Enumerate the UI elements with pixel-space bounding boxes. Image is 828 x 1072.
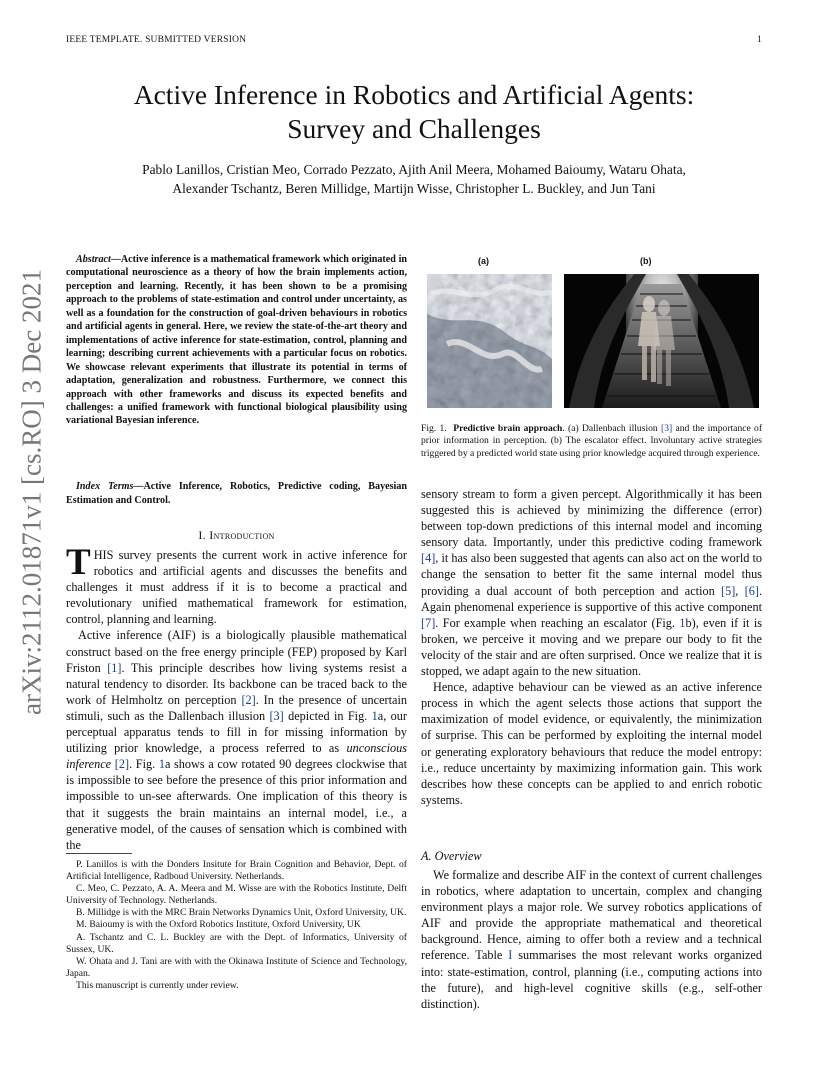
abstract-lead: Abstract bbox=[76, 254, 111, 265]
section-heading-text: I. Introduction bbox=[198, 528, 275, 542]
footnotes bbox=[66, 859, 407, 992]
drop-cap: T bbox=[66, 542, 91, 583]
citation-link[interactable]: [1] bbox=[107, 660, 122, 675]
overview-paragraph bbox=[421, 867, 762, 1012]
footnote: A. Tschantz and C. L. Buckley are with the Dept. of Informatics, University of Sussex, UK. bbox=[66, 931, 407, 955]
caption-label: Fig. 1. bbox=[421, 423, 447, 434]
escalator-image bbox=[564, 274, 759, 408]
citation-link[interactable]: [7] bbox=[421, 615, 436, 630]
footnote: B. Millidge is with the MRC Brain Networks Dynamics Unit, Oxford University, UK. bbox=[76, 907, 407, 919]
right-column-body bbox=[421, 486, 762, 808]
caption-text: . (a) Dallenbach illusion bbox=[562, 423, 661, 434]
index-terms-text: —Active Inference, Robotics, Predictive coding, Bayesian Estimation and Control. bbox=[66, 481, 407, 506]
index-terms bbox=[66, 480, 407, 507]
text-span: b), even if it is broken, we perceive it moving and we prepare our body to fit the velocity of the stair and are often surprised. Once we realize that it is stopped, we adapt again to the new situation. bbox=[421, 615, 762, 679]
figure-1 bbox=[426, 256, 760, 416]
authors-line-1: Pablo Lanillos, Cristian Meo, Corrado Pezzato, Ajith Anil Meera, Mohamed Baioumy, Wataru Ohata, bbox=[142, 162, 686, 177]
text-span: sensory stream to form a given percept. Algorithmically it has been suggested this is achieved by minimizing the difference (error) between top-down predictions of this internal model and incoming sensory data. Importantly, under this predictive coding framework bbox=[421, 487, 762, 550]
figure-1-caption bbox=[421, 423, 762, 460]
text-span: summarises the most relevant works organized into: state-estimation, control, planning (i.e., computing actions into the future), and high-level cognitive skills (e.g., self-other distinction). bbox=[421, 948, 762, 1011]
citation-link[interactable]: [5] bbox=[721, 583, 736, 598]
authors-line-2: Alexander Tschantz, Beren Millidge, Martijn Wisse, Christopher L. Buckley, and Jun Tani bbox=[172, 181, 656, 196]
footnote: W. Ohata and J. Tani are with with the Okinawa Institute of Science and Technology, Japan. bbox=[66, 955, 407, 979]
figure-label-a: (a) bbox=[478, 256, 489, 266]
intro-paragraph-2 bbox=[66, 627, 407, 852]
caption-text: and the importance of prior information in perception. (b) The escalator effect. Involuntary active strategies triggered by a predicted world state using prior knowledge acquired through experience. bbox=[421, 423, 763, 459]
text-span: . In the presence of uncertain stimuli, such as the Dallenbach illusion bbox=[66, 692, 407, 723]
citation-link[interactable]: [2] bbox=[241, 692, 256, 707]
figure-link[interactable]: 1 bbox=[158, 757, 165, 772]
footnote: M. Baioumy is with the Oxford Robotics Institute, Oxford University, UK bbox=[76, 919, 361, 931]
citation-link[interactable]: [6] bbox=[744, 583, 759, 598]
section-heading-introduction bbox=[66, 528, 407, 543]
abstract-text: —Active inference is a mathematical framework which originated in computational neuroscience as a theory of how the brain implements action, perception and learning. Recently, it has been shown to be a promising approach to the problems of state-estimation and control under uncertainty, as well as a foundation for the construction of goal-driven behaviours in robotics and artificial agents in general. Here, we review the state-of-the-art theory and implementations of active inference for state-estimation, control, planning and learning; describing current achievements with a particular focus on robotics. We showcase relevant experiments that illustrate its potential in terms of adaptation, generalization and robustness. Furthermore, we connect this approach with other frameworks and discuss its expected benefits and challenges: a unified framework with functional biological plausibility using variational Bayesian inference. bbox=[66, 254, 407, 427]
index-terms-lead: Index Terms bbox=[76, 481, 134, 492]
text-span: . This principle describes how living systems resist a natural tendency to disorder. Its backbone can be traced back to the work of Helmholtz on perception bbox=[66, 660, 407, 707]
text-span: Active inference (AIF) is a biologically plausible mathematical construct based on the free energy principle (FEP) proposed by Karl Friston bbox=[66, 628, 407, 675]
citation-link[interactable]: [2] bbox=[114, 757, 130, 772]
running-header: IEEE TEMPLATE. SUBMITTED VERSION bbox=[66, 35, 247, 45]
text-span: depicted in Fig. bbox=[283, 708, 372, 723]
text-span: We formalize and describe AIF in the context of current challenges in robotics, where adaptation to uncertain, complex and changing environment plays a major role. We survey robotics applications of AIF and provide the appropriate mathematical and theoretical background. Hence, aiming to offer both a review and a technical reference. Table bbox=[421, 868, 762, 963]
overview-body bbox=[421, 867, 762, 1012]
figure-link[interactable]: 1 bbox=[371, 708, 378, 723]
text-span: . Again phenomenal experience is supportive of this active component bbox=[421, 583, 762, 614]
text-span: . Fig. bbox=[129, 757, 159, 772]
footnote: P. Lanillos is with the Donders Insitute for Brain Cognition and Behavior, Dept. of Artificial Intelligence, Radboud University. Netherlands. bbox=[66, 859, 407, 883]
intro-paragraph-1 bbox=[66, 542, 407, 627]
figure-link[interactable]: 1 bbox=[679, 615, 686, 630]
title-line-1: Active Inference in Robotics and Artificial Agents: bbox=[133, 79, 695, 110]
citation-link[interactable]: [3] bbox=[661, 423, 673, 434]
text-span: . For example when reaching an escalator (Fig. bbox=[435, 615, 680, 630]
subsection-heading-overview: A. Overview bbox=[421, 849, 482, 863]
arxiv-stamp-container bbox=[6, 269, 58, 715]
introduction-body bbox=[66, 542, 407, 853]
caption-title: Predictive brain approach bbox=[453, 423, 563, 434]
citation-link[interactable]: [4] bbox=[421, 551, 436, 566]
title-line-2: Survey and Challenges bbox=[287, 113, 541, 144]
italic-term: unconscious inference bbox=[66, 741, 407, 772]
right-paragraph-1 bbox=[421, 486, 762, 679]
text-span: a shows a cow rotated 90 degrees clockwise that is impossible to see before the presence of this prior information and impossible to un-see afterwards. One implication of this theory is that it suggests the brain maintains an internal model, i.e., a generative model, of the causes of sensation which is combined with the bbox=[66, 757, 407, 852]
footnote: C. Meo, C. Pezzato, A. A. Meera and M. Wisse are with the Robotics Institute, Delft University of Technology. Netherlands. bbox=[66, 883, 407, 907]
text-span: , bbox=[735, 583, 745, 598]
figure-label-b: (b) bbox=[640, 256, 652, 266]
right-paragraph-2: Hence, adaptive behaviour can be viewed as an active inference process in which the agent selects those actions that support the maximization of model evidence, or equivalently, the minimization of surprise. This can be performed by exploiting the internal model or generating exploratory behaviours that reduce the model entropy: i.e., reduce uncertainty by maximizing information gain. This work describes how these concepts can be applied to and enrich robotic systems. bbox=[421, 680, 762, 807]
arxiv-stamp[interactable]: arXiv:2112.01871v1 [cs.RO] 3 Dec 2021 bbox=[16, 269, 47, 715]
footnote-divider bbox=[66, 853, 132, 854]
footnote: This manuscript is currently under review. bbox=[76, 979, 239, 991]
citation-link[interactable]: [3] bbox=[269, 708, 284, 723]
table-link[interactable]: I bbox=[508, 948, 513, 963]
page-number: 1 bbox=[757, 35, 762, 45]
abstract bbox=[66, 253, 407, 428]
paper-title bbox=[40, 78, 788, 146]
dallenbach-illusion-image bbox=[427, 274, 552, 408]
author-list bbox=[70, 160, 758, 198]
intro-p1-text: HIS survey presents the current work in active inference for robotics and artificial agents and discusses the benefits and challenges it must address if it is to become a practical and revolutionary unified mathematical framework for estimation, control, planning and learning. bbox=[66, 548, 407, 627]
text-span: a, our perceptual apparatus tends to fill in for missing information by utilizing prior knowledge, a process referred to as bbox=[66, 708, 407, 756]
text-span: , it has also been suggested that agents can also act on the world to change the sensation to better fit the same internal model thus providing a dual account of both perception and action bbox=[421, 551, 762, 598]
